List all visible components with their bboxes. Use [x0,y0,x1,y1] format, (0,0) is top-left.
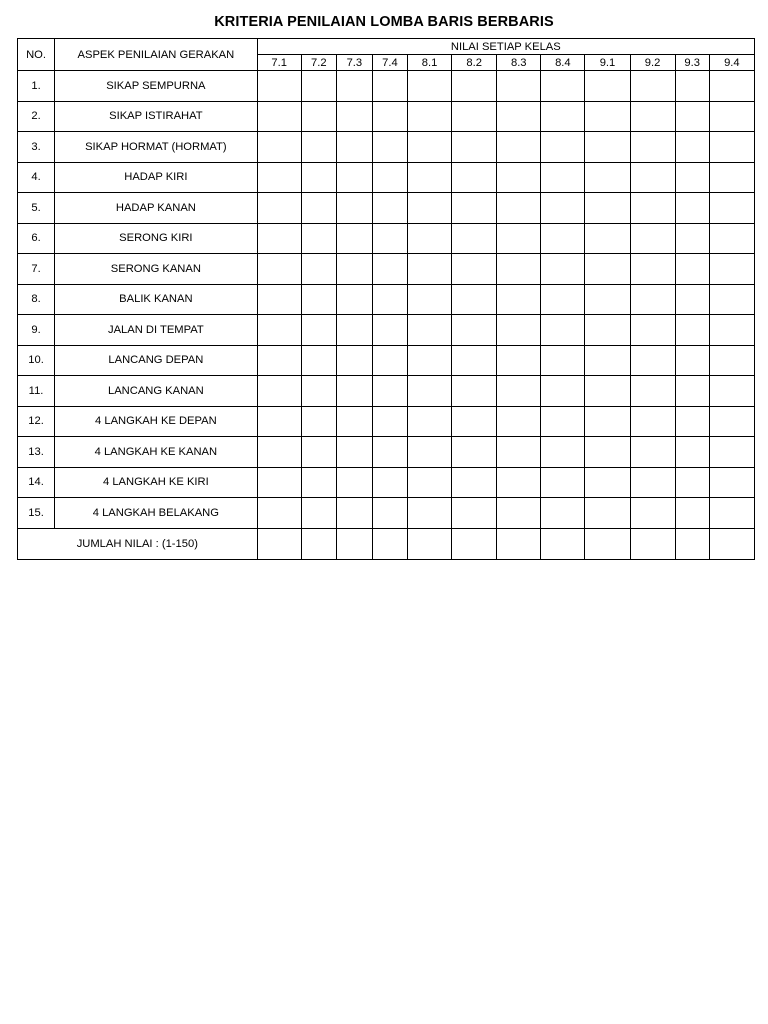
score-cell[interactable] [541,193,585,224]
score-cell[interactable] [675,162,709,193]
score-cell[interactable] [452,132,497,163]
total-cell[interactable] [630,528,675,559]
score-cell[interactable] [541,437,585,468]
header-class: 8.1 [407,55,451,71]
score-cell[interactable] [452,223,497,254]
row-number: 11. [18,376,55,407]
score-cell[interactable] [407,284,451,315]
score-cell[interactable] [257,345,301,376]
total-row [18,528,755,559]
row-number: 15. [18,498,55,529]
row-number: 4. [18,162,55,193]
score-cell[interactable] [407,254,451,285]
row-number: 1. [18,71,55,102]
score-cell[interactable] [257,467,301,498]
score-cell[interactable] [336,132,372,163]
header-no: NO. [18,39,55,71]
score-cell[interactable] [336,437,372,468]
table-row [18,162,755,193]
score-cell[interactable] [541,254,585,285]
score-cell[interactable] [301,101,336,132]
score-cell[interactable] [452,467,497,498]
total-cell[interactable] [585,528,630,559]
score-cell[interactable] [675,345,709,376]
score-cell[interactable] [630,101,675,132]
total-cell[interactable] [257,528,301,559]
table-row [18,376,755,407]
score-cell[interactable] [407,345,451,376]
row-number: 2. [18,101,55,132]
score-cell[interactable] [452,254,497,285]
table-row [18,223,755,254]
score-cell[interactable] [407,376,451,407]
score-cell[interactable] [452,498,497,529]
header-class: 8.4 [541,55,585,71]
table-row [18,254,755,285]
score-cell[interactable] [452,406,497,437]
row-aspect: LANCANG KANAN [55,376,258,407]
score-cell[interactable] [541,498,585,529]
score-cell[interactable] [301,406,336,437]
score-cell[interactable] [630,467,675,498]
score-cell[interactable] [630,345,675,376]
score-cell[interactable] [675,193,709,224]
score-cell[interactable] [585,193,630,224]
total-label: JUMLAH NILAI : (1-150) [18,528,258,559]
score-cell[interactable] [541,162,585,193]
total-cell[interactable] [452,528,497,559]
score-cell[interactable] [336,345,372,376]
total-cell[interactable] [497,528,541,559]
score-cell[interactable] [497,315,541,346]
table-row [18,284,755,315]
score-cell[interactable] [336,162,372,193]
score-cell[interactable] [630,132,675,163]
score-cell[interactable] [541,101,585,132]
score-cell[interactable] [709,498,754,529]
score-cell[interactable] [675,254,709,285]
score-cell[interactable] [541,406,585,437]
score-cell[interactable] [675,71,709,102]
score-cell[interactable] [257,498,301,529]
score-cell[interactable] [301,467,336,498]
score-cell[interactable] [497,498,541,529]
row-aspect: 4 LANGKAH KE DEPAN [55,406,258,437]
score-cell[interactable] [630,162,675,193]
score-cell[interactable] [709,193,754,224]
score-cell[interactable] [257,162,301,193]
score-cell[interactable] [541,315,585,346]
score-cell[interactable] [585,345,630,376]
score-cell[interactable] [407,437,451,468]
header-class: 9.3 [675,55,709,71]
row-aspect: SIKAP ISTIRAHAT [55,101,258,132]
score-cell[interactable] [541,132,585,163]
score-cell[interactable] [336,406,372,437]
score-cell[interactable] [452,437,497,468]
header-class: 7.2 [301,55,336,71]
row-number: 8. [18,284,55,315]
score-cell[interactable] [372,254,407,285]
table-row [18,467,755,498]
score-cell[interactable] [541,376,585,407]
score-cell[interactable] [675,406,709,437]
score-cell[interactable] [301,284,336,315]
score-cell[interactable] [336,498,372,529]
row-aspect: JALAN DI TEMPAT [55,315,258,346]
table-row [18,193,755,224]
score-cell[interactable] [630,193,675,224]
score-cell[interactable] [585,284,630,315]
score-cell[interactable] [675,223,709,254]
row-aspect: HADAP KANAN [55,193,258,224]
score-cell[interactable] [407,498,451,529]
score-cell[interactable] [301,71,336,102]
criteria-table [17,38,755,560]
header-class: 7.1 [257,55,301,71]
row-aspect: SIKAP SEMPURNA [55,71,258,102]
header-class: 9.4 [709,55,754,71]
header-class: 8.3 [497,55,541,71]
table-row [18,315,755,346]
score-cell[interactable] [257,132,301,163]
score-cell[interactable] [301,315,336,346]
score-cell[interactable] [407,223,451,254]
row-number: 12. [18,406,55,437]
score-cell[interactable] [709,376,754,407]
score-cell[interactable] [497,254,541,285]
score-cell[interactable] [585,254,630,285]
score-cell[interactable] [675,467,709,498]
score-cell[interactable] [541,467,585,498]
score-cell[interactable] [585,437,630,468]
score-cell[interactable] [257,315,301,346]
score-cell[interactable] [709,315,754,346]
row-aspect: SERONG KIRI [55,223,258,254]
score-cell[interactable] [709,71,754,102]
score-cell[interactable] [336,254,372,285]
score-cell[interactable] [709,467,754,498]
score-cell[interactable] [497,406,541,437]
header-class-group: NILAI SETIAP KELAS [257,39,754,55]
score-cell[interactable] [497,345,541,376]
row-number: 3. [18,132,55,163]
score-cell[interactable] [630,284,675,315]
score-cell[interactable] [257,254,301,285]
score-cell[interactable] [336,284,372,315]
score-cell[interactable] [541,345,585,376]
score-cell[interactable] [257,376,301,407]
table-body [18,71,755,560]
score-cell[interactable] [372,101,407,132]
score-cell[interactable] [452,71,497,102]
row-aspect: 4 LANGKAH KE KANAN [55,437,258,468]
score-cell[interactable] [585,223,630,254]
score-cell[interactable] [372,193,407,224]
score-cell[interactable] [407,467,451,498]
row-aspect: 4 LANGKAH KE KIRI [55,467,258,498]
score-cell[interactable] [452,162,497,193]
score-cell[interactable] [452,101,497,132]
score-cell[interactable] [257,71,301,102]
score-cell[interactable] [257,406,301,437]
total-cell[interactable] [407,528,451,559]
score-cell[interactable] [372,406,407,437]
total-cell[interactable] [336,528,372,559]
score-cell[interactable] [709,437,754,468]
score-cell[interactable] [541,223,585,254]
score-cell[interactable] [585,101,630,132]
score-cell[interactable] [301,376,336,407]
header-class: 7.4 [372,55,407,71]
score-cell[interactable] [585,132,630,163]
score-cell[interactable] [630,71,675,102]
row-number: 10. [18,345,55,376]
row-aspect: SERONG KANAN [55,254,258,285]
score-cell[interactable] [585,71,630,102]
total-cell[interactable] [675,528,709,559]
row-aspect: 4 LANGKAH BELAKANG [55,498,258,529]
score-cell[interactable] [497,437,541,468]
score-cell[interactable] [301,498,336,529]
score-cell[interactable] [585,498,630,529]
score-cell[interactable] [630,315,675,346]
score-cell[interactable] [336,101,372,132]
score-cell[interactable] [497,71,541,102]
header-class: 9.1 [585,55,630,71]
score-cell[interactable] [497,132,541,163]
score-cell[interactable] [372,71,407,102]
score-cell[interactable] [257,193,301,224]
score-cell[interactable] [497,193,541,224]
total-cell[interactable] [301,528,336,559]
score-cell[interactable] [709,345,754,376]
header-aspect: ASPEK PENILAIAN GERAKAN [55,39,258,71]
score-cell[interactable] [452,284,497,315]
row-aspect: HADAP KIRI [55,162,258,193]
score-cell[interactable] [407,162,451,193]
score-cell[interactable] [630,437,675,468]
score-cell[interactable] [709,406,754,437]
score-cell[interactable] [709,132,754,163]
score-cell[interactable] [452,315,497,346]
score-cell[interactable] [497,376,541,407]
score-cell[interactable] [452,376,497,407]
table-row [18,101,755,132]
score-cell[interactable] [372,376,407,407]
row-aspect: LANCANG DEPAN [55,345,258,376]
score-cell[interactable] [630,406,675,437]
score-cell[interactable] [301,254,336,285]
score-cell[interactable] [585,162,630,193]
score-cell[interactable] [336,376,372,407]
score-cell[interactable] [585,467,630,498]
score-cell[interactable] [675,132,709,163]
score-cell[interactable] [541,71,585,102]
score-cell[interactable] [407,101,451,132]
score-cell[interactable] [372,315,407,346]
score-cell[interactable] [336,193,372,224]
row-aspect: SIKAP HORMAT (HORMAT) [55,132,258,163]
row-number: 14. [18,467,55,498]
score-cell[interactable] [585,406,630,437]
score-cell[interactable] [372,467,407,498]
score-cell[interactable] [709,254,754,285]
score-cell[interactable] [407,315,451,346]
score-cell[interactable] [336,71,372,102]
score-cell[interactable] [709,284,754,315]
score-cell[interactable] [372,223,407,254]
total-cell[interactable] [709,528,754,559]
score-cell[interactable] [709,101,754,132]
score-cell[interactable] [497,101,541,132]
score-cell[interactable] [407,71,451,102]
score-cell[interactable] [301,223,336,254]
score-cell[interactable] [675,376,709,407]
score-cell[interactable] [452,345,497,376]
row-number: 5. [18,193,55,224]
score-cell[interactable] [336,223,372,254]
score-cell[interactable] [675,284,709,315]
score-cell[interactable] [301,193,336,224]
score-cell[interactable] [372,437,407,468]
header-class: 8.2 [452,55,497,71]
score-cell[interactable] [675,101,709,132]
score-cell[interactable] [630,223,675,254]
total-cell[interactable] [541,528,585,559]
score-cell[interactable] [336,467,372,498]
table-row [18,437,755,468]
score-cell[interactable] [372,345,407,376]
score-cell[interactable] [709,223,754,254]
score-cell[interactable] [257,223,301,254]
score-cell[interactable] [372,132,407,163]
score-cell[interactable] [301,437,336,468]
header-class: 9.2 [630,55,675,71]
score-cell[interactable] [630,254,675,285]
score-cell[interactable] [497,162,541,193]
row-number: 6. [18,223,55,254]
score-cell[interactable] [497,467,541,498]
score-cell[interactable] [407,193,451,224]
row-number: 9. [18,315,55,346]
score-cell[interactable] [630,498,675,529]
row-number: 13. [18,437,55,468]
score-cell[interactable] [301,345,336,376]
score-cell[interactable] [301,132,336,163]
score-cell[interactable] [372,284,407,315]
table-row [18,498,755,529]
score-cell[interactable] [497,284,541,315]
score-cell[interactable] [257,101,301,132]
score-cell[interactable] [407,132,451,163]
table-row [18,132,755,163]
score-cell[interactable] [301,162,336,193]
score-cell[interactable] [585,376,630,407]
score-cell[interactable] [372,498,407,529]
row-number: 7. [18,254,55,285]
score-cell[interactable] [585,315,630,346]
score-cell[interactable] [372,162,407,193]
header-class: 7.3 [336,55,372,71]
score-cell[interactable] [709,162,754,193]
score-cell[interactable] [630,376,675,407]
page-title: KRITERIA PENILAIAN LOMBA BARIS BERBARIS [214,14,554,30]
score-cell[interactable] [336,315,372,346]
score-cell[interactable] [675,437,709,468]
score-cell[interactable] [541,284,585,315]
table-row [18,345,755,376]
row-aspect: BALIK KANAN [55,284,258,315]
score-cell[interactable] [257,284,301,315]
score-cell[interactable] [257,437,301,468]
score-cell[interactable] [675,498,709,529]
table-row [18,406,755,437]
score-cell[interactable] [675,315,709,346]
score-cell[interactable] [497,223,541,254]
total-cell[interactable] [372,528,407,559]
score-cell[interactable] [452,193,497,224]
score-cell[interactable] [407,406,451,437]
table-row [18,71,755,102]
